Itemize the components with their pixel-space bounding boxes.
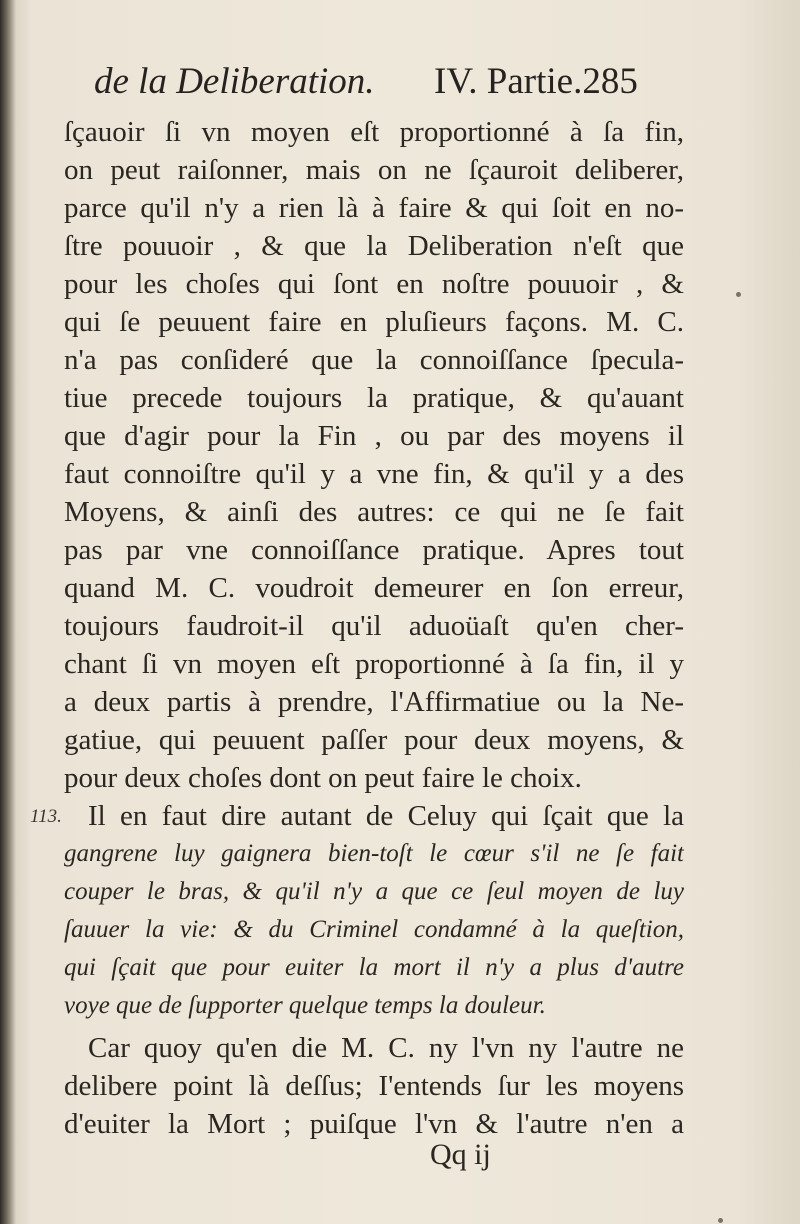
- text-line-italic: qui ſçait que pour euiter la mort il n'y a plus d'autre: [64, 954, 684, 981]
- text-line: tiue precede toujours la pratique, & qu'auant: [64, 382, 684, 414]
- signature-mark: Qq ij: [430, 1138, 491, 1171]
- paper-speck: [718, 1218, 723, 1223]
- text-line: delibere point là deſſus; I'entends ſur les moyens: [64, 1070, 684, 1102]
- margin-note: 113.: [30, 806, 62, 827]
- text-line: pour les choſes qui ſont en noſtre pouuoir , &: [64, 268, 684, 300]
- text-line: toujours faudroit-il qu'il aduoüaſt qu'en cher-: [64, 610, 684, 642]
- text-line: n'a pas conſideré que la connoiſſance ſpecula-: [64, 344, 684, 376]
- text-line: ſtre pouuoir , & que la Deliberation n'eſt que: [64, 230, 684, 262]
- running-head-title: de la Deliberation.: [94, 61, 375, 102]
- text-line-italic: ſauuer la vie: & du Criminel condamné à la queſtion,: [64, 916, 684, 943]
- text-line: gatiue, qui peuuent paſſer pour deux moyens, &: [64, 724, 684, 756]
- text-line: parce qu'il n'y a rien là à faire & qui ſoit en no-: [64, 192, 684, 224]
- text-line: que d'agir pour la Fin , ou par des moyens il: [64, 420, 684, 452]
- text-line: Il en faut dire autant de Celuy qui ſçait que la: [88, 800, 684, 832]
- text-line: chant ſi vn moyen eſt proportionné à ſa fin, il y: [64, 648, 684, 680]
- text-line: pas par vne connoiſſance pratique. Apres tout: [64, 534, 684, 566]
- text-line: ſçauoir ſi vn moyen eſt proportionné à ſa fin,: [64, 116, 684, 148]
- text-line: pour deux choſes dont on peut faire le choix.: [64, 762, 582, 794]
- text-line: faut connoiſtre qu'il y a vne fin, & qu'il y a des: [64, 458, 684, 490]
- text-line: Moyens, & ainſi des autres: ce qui ne ſe fait: [64, 496, 684, 528]
- paper-speck: [736, 292, 741, 297]
- text-line: d'euiter la Mort ; puiſque l'vn & l'autre n'en a: [64, 1108, 684, 1140]
- text-line: quand M. C. voudroit demeurer en ſon erreur,: [64, 572, 684, 604]
- text-line-italic: voye que de ſupporter quelque temps la douleur.: [64, 992, 546, 1019]
- gutter-shadow: [0, 0, 16, 1224]
- text-line: on peut raiſonner, mais on ne ſçauroit deliberer,: [64, 154, 684, 186]
- text-line: a deux partis à prendre, l'Affirmatiue ou la Ne-: [64, 686, 684, 718]
- running-head: [64, 60, 744, 110]
- running-head-part-page: IV. Partie.285: [434, 61, 638, 102]
- text-line: qui ſe peuuent faire en pluſieurs façons. M. C.: [64, 306, 684, 338]
- text-line-italic: couper le bras, & qu'il n'y a que ce ſeul moyen de luy: [64, 878, 684, 905]
- text-line-italic: gangrene luy gaignera bien-toſt le cœur s'il ne ſe fait: [64, 840, 684, 867]
- text-line: Car quoy qu'en die M. C. ny l'vn ny l'autre ne: [88, 1032, 684, 1064]
